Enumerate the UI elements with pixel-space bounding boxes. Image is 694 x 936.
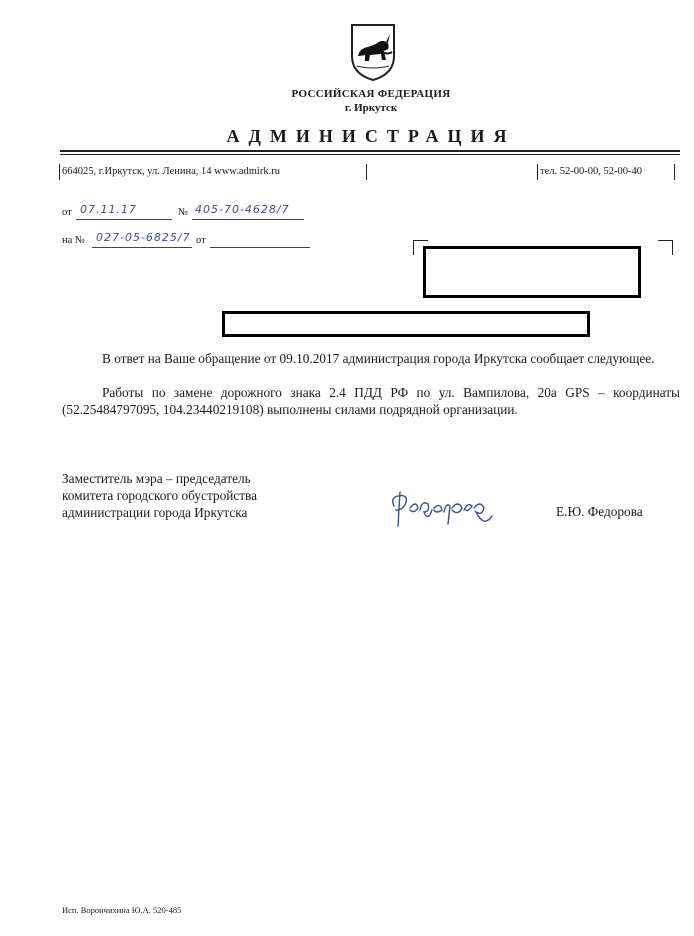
redacted-addressee <box>423 246 641 298</box>
address-divider <box>366 164 367 180</box>
phones-left-tick <box>537 164 538 180</box>
phones: тел. 52-00-00, 52-00-40 <box>540 166 642 177</box>
header-rule <box>60 150 680 152</box>
address-left-tick <box>59 164 60 180</box>
body-paragraph: В ответ на Ваше обращение от 09.10.2017 администрация города Иркутска сообщает следующее. <box>102 351 655 366</box>
handwritten-signature <box>388 488 498 538</box>
position-line: комитета городского обустройства <box>62 488 258 503</box>
in-reply-date-field <box>210 233 310 248</box>
from-label: от <box>62 207 72 218</box>
in-reply-label: на № <box>62 235 85 246</box>
in-reply-number-value: 027-05-6825/7 <box>96 231 191 244</box>
redacted-greeting <box>222 311 590 337</box>
position-line: администрации города Иркутска <box>62 505 248 520</box>
in-reply-from-label: от <box>196 235 206 246</box>
body-paragraph: Работы по замене дорожного знака 2.4 ПДД РФ по ул. Вампилова, 20а GPS – координаты (52.25484797095, 104.23440219108) выполнены силами подрядной организации. <box>62 385 680 417</box>
page-title: АДМИНИСТРАЦИЯ <box>226 126 516 146</box>
address-text: 664025, г.Иркутск, ул. Ленина, 14 www.admirk.ru <box>62 166 280 177</box>
addressee-corner-right <box>658 240 673 255</box>
signatory-name: Е.Ю. Федорова <box>556 504 643 519</box>
number-value: 405-70-4628/7 <box>195 203 290 216</box>
header-rule-thin <box>60 154 680 155</box>
country-name: РОССИЙСКАЯ ФЕДЕРАЦИЯ <box>291 88 451 100</box>
city-name: г. Иркутск <box>344 102 398 114</box>
date-value: 07.11.17 <box>80 203 137 216</box>
position-line: Заместитель мэра – председатель <box>62 471 251 486</box>
number-label: № <box>178 207 189 218</box>
irkutsk-coat-of-arms-icon <box>348 22 398 82</box>
signatory-position <box>62 470 257 521</box>
phones-right-tick <box>674 164 675 180</box>
executor-note: Исп. Ворончихина Ю.А. 520-485 <box>62 905 182 915</box>
address-line <box>62 166 280 177</box>
